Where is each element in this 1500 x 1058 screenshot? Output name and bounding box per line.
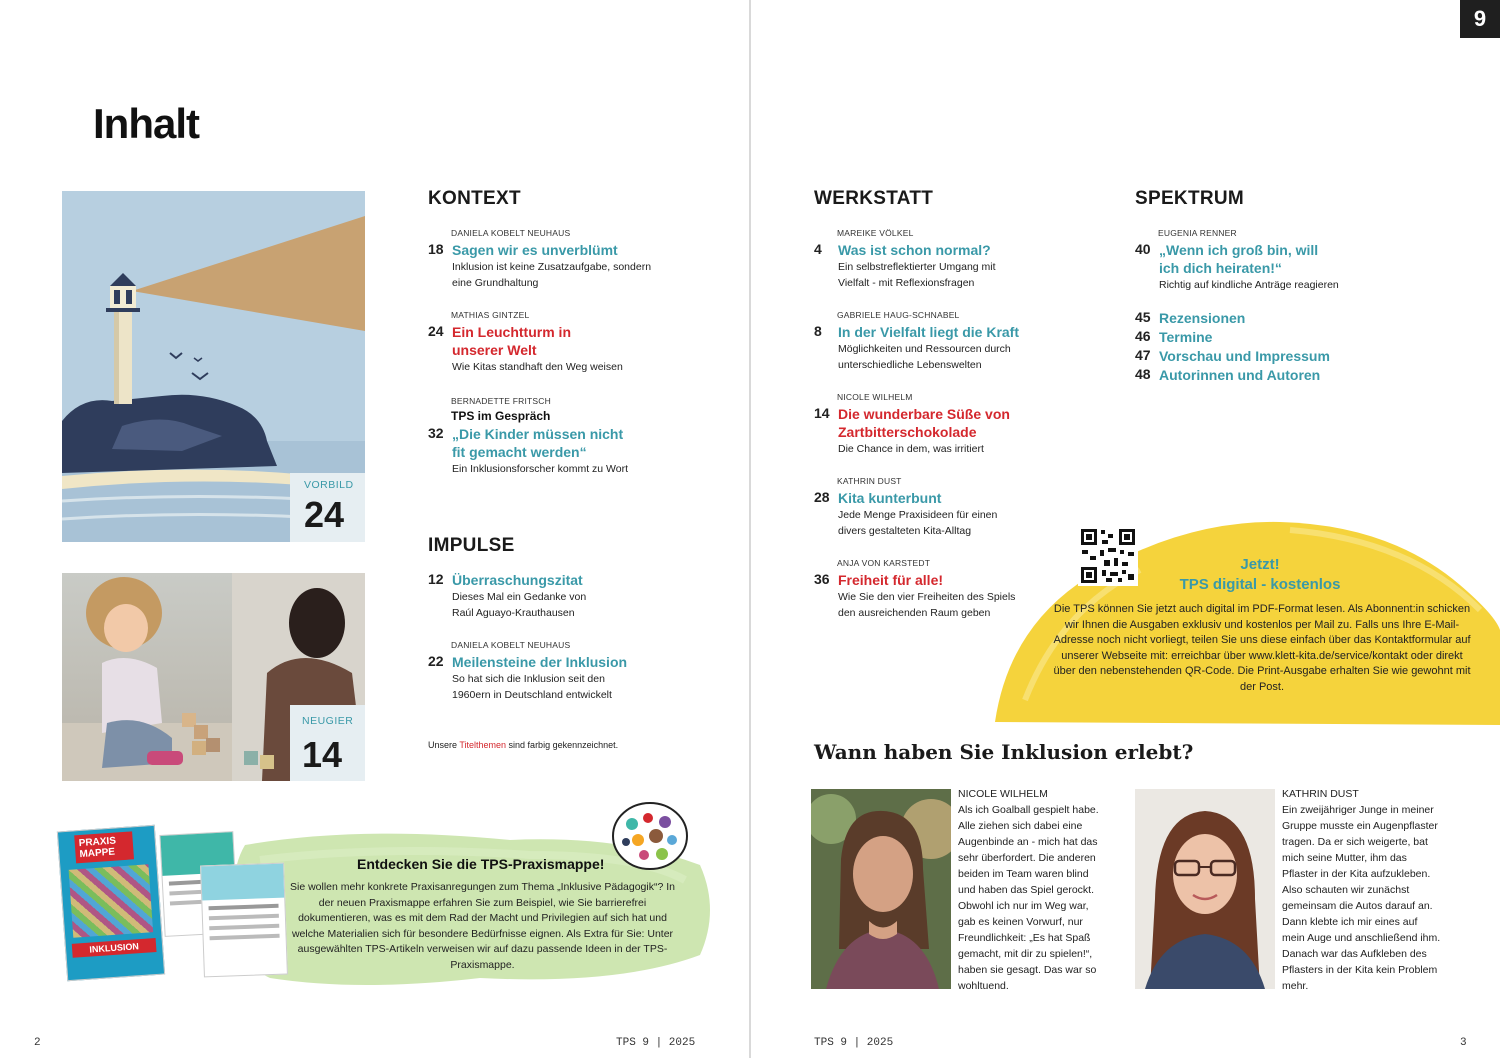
page-number: 28 (814, 489, 830, 505)
article-title[interactable]: Was ist schon normal? (838, 242, 991, 258)
article-title[interactable]: „Die Kinder müssen nicht fit gemacht werden“ (452, 426, 624, 460)
article-description: Inklusion ist keine Zusatzaufgabe, sondern eine Grundhaltung (452, 261, 652, 289)
author-name: GABRIELE HAUG-SCHNABEL (837, 310, 960, 320)
toc-entry[interactable] (814, 228, 1044, 291)
article-title[interactable]: Autorinnen und Autoren (1159, 367, 1321, 383)
qr-code-icon[interactable] (1078, 526, 1138, 586)
portrait-artwork (1135, 789, 1275, 989)
promo-title: Entdecken Sie die TPS-Praxismappe! (357, 856, 605, 872)
toc-list-item[interactable] (1135, 328, 1375, 346)
page-number-left: 2 (34, 1037, 41, 1049)
article-title[interactable]: Termine (1159, 329, 1213, 345)
toc-entry[interactable] (814, 392, 1044, 458)
page-number: 12 (428, 571, 444, 587)
author-name: KATHRIN DUST (837, 476, 902, 486)
digital-promo[interactable] (990, 500, 1500, 725)
toc-entry[interactable] (428, 310, 628, 376)
author-name: DANIELA KOBELT NEUHAUS (451, 228, 571, 238)
article-description: Jede Menge Praxisideen für einen divers gestalteten Kita-Alltag (838, 509, 998, 537)
author-name: MAREIKE VÖLKEL (837, 228, 914, 238)
promo-headline-2: TPS digital - kostenlos (1179, 576, 1341, 593)
page-spine (749, 0, 751, 1058)
article-title[interactable]: In der Vielfalt liegt die Kraft (838, 324, 1020, 340)
article-title[interactable]: Sagen wir es unverblümt (452, 242, 618, 258)
article-description: Wie Kitas standhaft den Weg weisen (452, 361, 623, 373)
article-title[interactable]: Ein Leuchtturm in unserer Welt (452, 324, 571, 358)
page-number: 14 (814, 405, 830, 421)
magazine-issue-left: TPS 9 | 2025 (616, 1037, 696, 1049)
interview-kicker: TPS im Gespräch (451, 409, 551, 423)
portrait-photo (1135, 789, 1275, 989)
section-heading-kontext: KONTEXT (428, 188, 521, 209)
praxismappe-promo[interactable] (60, 800, 720, 1000)
cover-corner-box (290, 473, 365, 542)
page-number: 46 (1135, 328, 1151, 344)
praxismappe-book[interactable] (57, 825, 165, 981)
page-number: 8 (814, 323, 822, 339)
article-title[interactable]: „Wenn ich groß bin, will ich dich heiraten!“ (1159, 242, 1319, 276)
page-number: 18 (428, 241, 444, 257)
note-text: sind farbig gekennzeichnet. (506, 740, 619, 750)
article-description: Richtig auf kindliche Anträge reagieren (1159, 279, 1339, 291)
page-number: 40 (1135, 241, 1151, 257)
page-number: 36 (814, 571, 830, 587)
toc-short-list (1135, 309, 1375, 385)
toc-list-item[interactable] (1135, 309, 1375, 327)
page-number: 24 (428, 323, 444, 339)
story-card (1282, 788, 1442, 994)
story-author: NICOLE WILHELM (958, 788, 1048, 800)
story-text: Als ich Goalball gespielt habe. Alle ziehen sich dabei eine Augenbinde an - mich hat das sehr überfordert. Die anderen beiden im Team waren blind und haben das Spiel gerockt. Obwohl ich nur im Weg war, gab es keinen Vorwurf, nur Freundlichkeit: „Es hat Spaß gemacht, mit dir zu spielen!“, haben sie gesagt. Das war so wohltuend. (958, 804, 1099, 992)
page-number: 22 (428, 653, 444, 669)
article-description: Möglichkeiten und Ressourcen durch unterschiedliche Lebenswelten (838, 343, 1011, 371)
issue-number-tab: 9 (1460, 0, 1500, 38)
article-title[interactable]: Vorschau und Impressum (1159, 348, 1330, 364)
story-author: KATHRIN DUST (1282, 788, 1359, 800)
note-text: Unsere (428, 740, 460, 750)
magazine-issue-right: TPS 9 | 2025 (814, 1037, 894, 1049)
toc-entry[interactable] (1135, 228, 1375, 294)
page-number: 32 (428, 425, 444, 441)
toc-list-item[interactable] (1135, 347, 1375, 365)
author-name: MATHIAS GINTZEL (451, 310, 530, 320)
author-name: ANJA VON KARSTEDT (837, 558, 931, 568)
cover-page-number: 14 (302, 734, 343, 775)
promo-text: Die TPS können Sie jetzt auch digital im PDF-Format lesen. Als Abonnent:in schicken wir Ihnen die Ausgaben exklusiv und kostenlos per Mail zu. Falls uns Ihre E-Mail-Adresse noch nicht vorliegt, teilen Sie uns diese einfach über das Kontaktformular auf unserer Webseite mit: erreichbar über www.klett-kita.de/service/kontakt oder direkt über den nebenstehenden QR-Code. Die Print-Ausgabe erhalten Sie wie gewohnt mit der Post. (1053, 603, 1471, 693)
note-highlight: Titelthemen (459, 740, 507, 750)
page-title: Inhalt (93, 100, 199, 147)
article-description: Wie Sie den vier Freiheiten des Spiels den ausreichenden Raum geben (838, 591, 1016, 619)
promo-headline-1: Jetzt! (1240, 556, 1280, 573)
portrait-artwork (811, 789, 951, 989)
page-number: 47 (1135, 347, 1151, 363)
author-name: DANIELA KOBELT NEUHAUS (451, 640, 571, 650)
article-description: Ein Inklusionsforscher kommt zu Wort (452, 463, 629, 475)
article-description: Dieses Mal ein Gedanke von Raúl Aguayo-Krauthausen (452, 591, 587, 619)
article-title[interactable]: Freiheit für alle! (838, 572, 944, 588)
cover-corner-box (290, 705, 365, 781)
author-name: EUGENIA RENNER (1158, 228, 1237, 238)
toc-entry[interactable] (428, 571, 658, 621)
article-title[interactable]: Überraschungszitat (452, 572, 583, 588)
section-heading-impulse: IMPULSE (428, 535, 515, 556)
article-description: Ein selbstreflektierter Umgang mit Vielfalt - mit Reflexionsfragen (838, 261, 996, 289)
title-topics-note (428, 740, 618, 750)
toc-entry[interactable] (428, 396, 658, 478)
article-title[interactable]: Meilensteine der Inklusion (452, 654, 628, 670)
article-title[interactable]: Rezensionen (1159, 310, 1246, 326)
toc-entry[interactable] (428, 228, 658, 291)
story-card (958, 788, 1108, 994)
author-name: NICOLE WILHELM (837, 392, 913, 402)
page-number: 45 (1135, 309, 1151, 325)
article-title[interactable]: Kita kunterbunt (838, 490, 942, 506)
worksheet-thumbnail (200, 863, 288, 978)
story-text: Ein zweijähriger Junge in meiner Gruppe musste ein Augenpflaster tragen. Da er sich weigerte, bat mich seine Mutter, ihm das Pflaster in der Kita aufzukleben. Also schauten wir zunächst gemeinsam die Autos darauf an. Dann klebte ich mir eines auf mein Auge und anschließend ihm. Danach war das Aufkleben des Pflasters in der Kita kein Problem mehr. (1282, 804, 1441, 992)
section-heading-werkstatt: WERKSTATT (814, 188, 934, 209)
cover-label: NEUGIER (302, 715, 354, 727)
diversity-circle-icon (610, 800, 690, 872)
cover-page-number: 24 (304, 494, 345, 535)
section-heading-spektrum: SPEKTRUM (1135, 188, 1245, 209)
page-number: 48 (1135, 366, 1151, 382)
book-title: PRAXIS MAPPE (74, 831, 134, 863)
article-description: Die Chance in dem, was irritiert (838, 443, 984, 455)
book-cover-art (69, 864, 154, 937)
page-number: 4 (814, 241, 822, 257)
article-description: So hat sich die Inklusion seit den 1960ern in Deutschland entwickelt (452, 673, 612, 701)
book-band: INKLUSION (72, 938, 157, 958)
toc-list-item[interactable] (1135, 366, 1375, 384)
portrait-photo (811, 789, 951, 989)
article-title[interactable]: Die wunderbare Süße von Zartbitterschokolade (838, 406, 1010, 440)
promo-text: Sie wollen mehr konkrete Praxisanregungen zum Thema „Inklusive Pädagogik“? In der neuen Praxismappe erfahren Sie zum Beispiel, wie Sie barrierefrei dokumentieren, was es mit dem Rad der Macht und Privilegien auf sich hat und welche Materialien sich für besondere Bedürfnisse eignen. Als Extra für Sie: Unter ausgewählten TPS-Artikeln verweisen wir auf dazu passende Ideen in der TPS-Praxismappe. (289, 881, 675, 971)
cover-label: VORBILD (304, 479, 354, 491)
toc-entry[interactable] (814, 310, 1044, 373)
author-name: BERNADETTE FRITSCH (451, 396, 551, 406)
stories-heading: Wann haben Sie Inklusion erlebt? (814, 740, 1194, 764)
toc-entry[interactable] (428, 640, 658, 703)
page-number-right: 3 (1460, 1037, 1467, 1049)
